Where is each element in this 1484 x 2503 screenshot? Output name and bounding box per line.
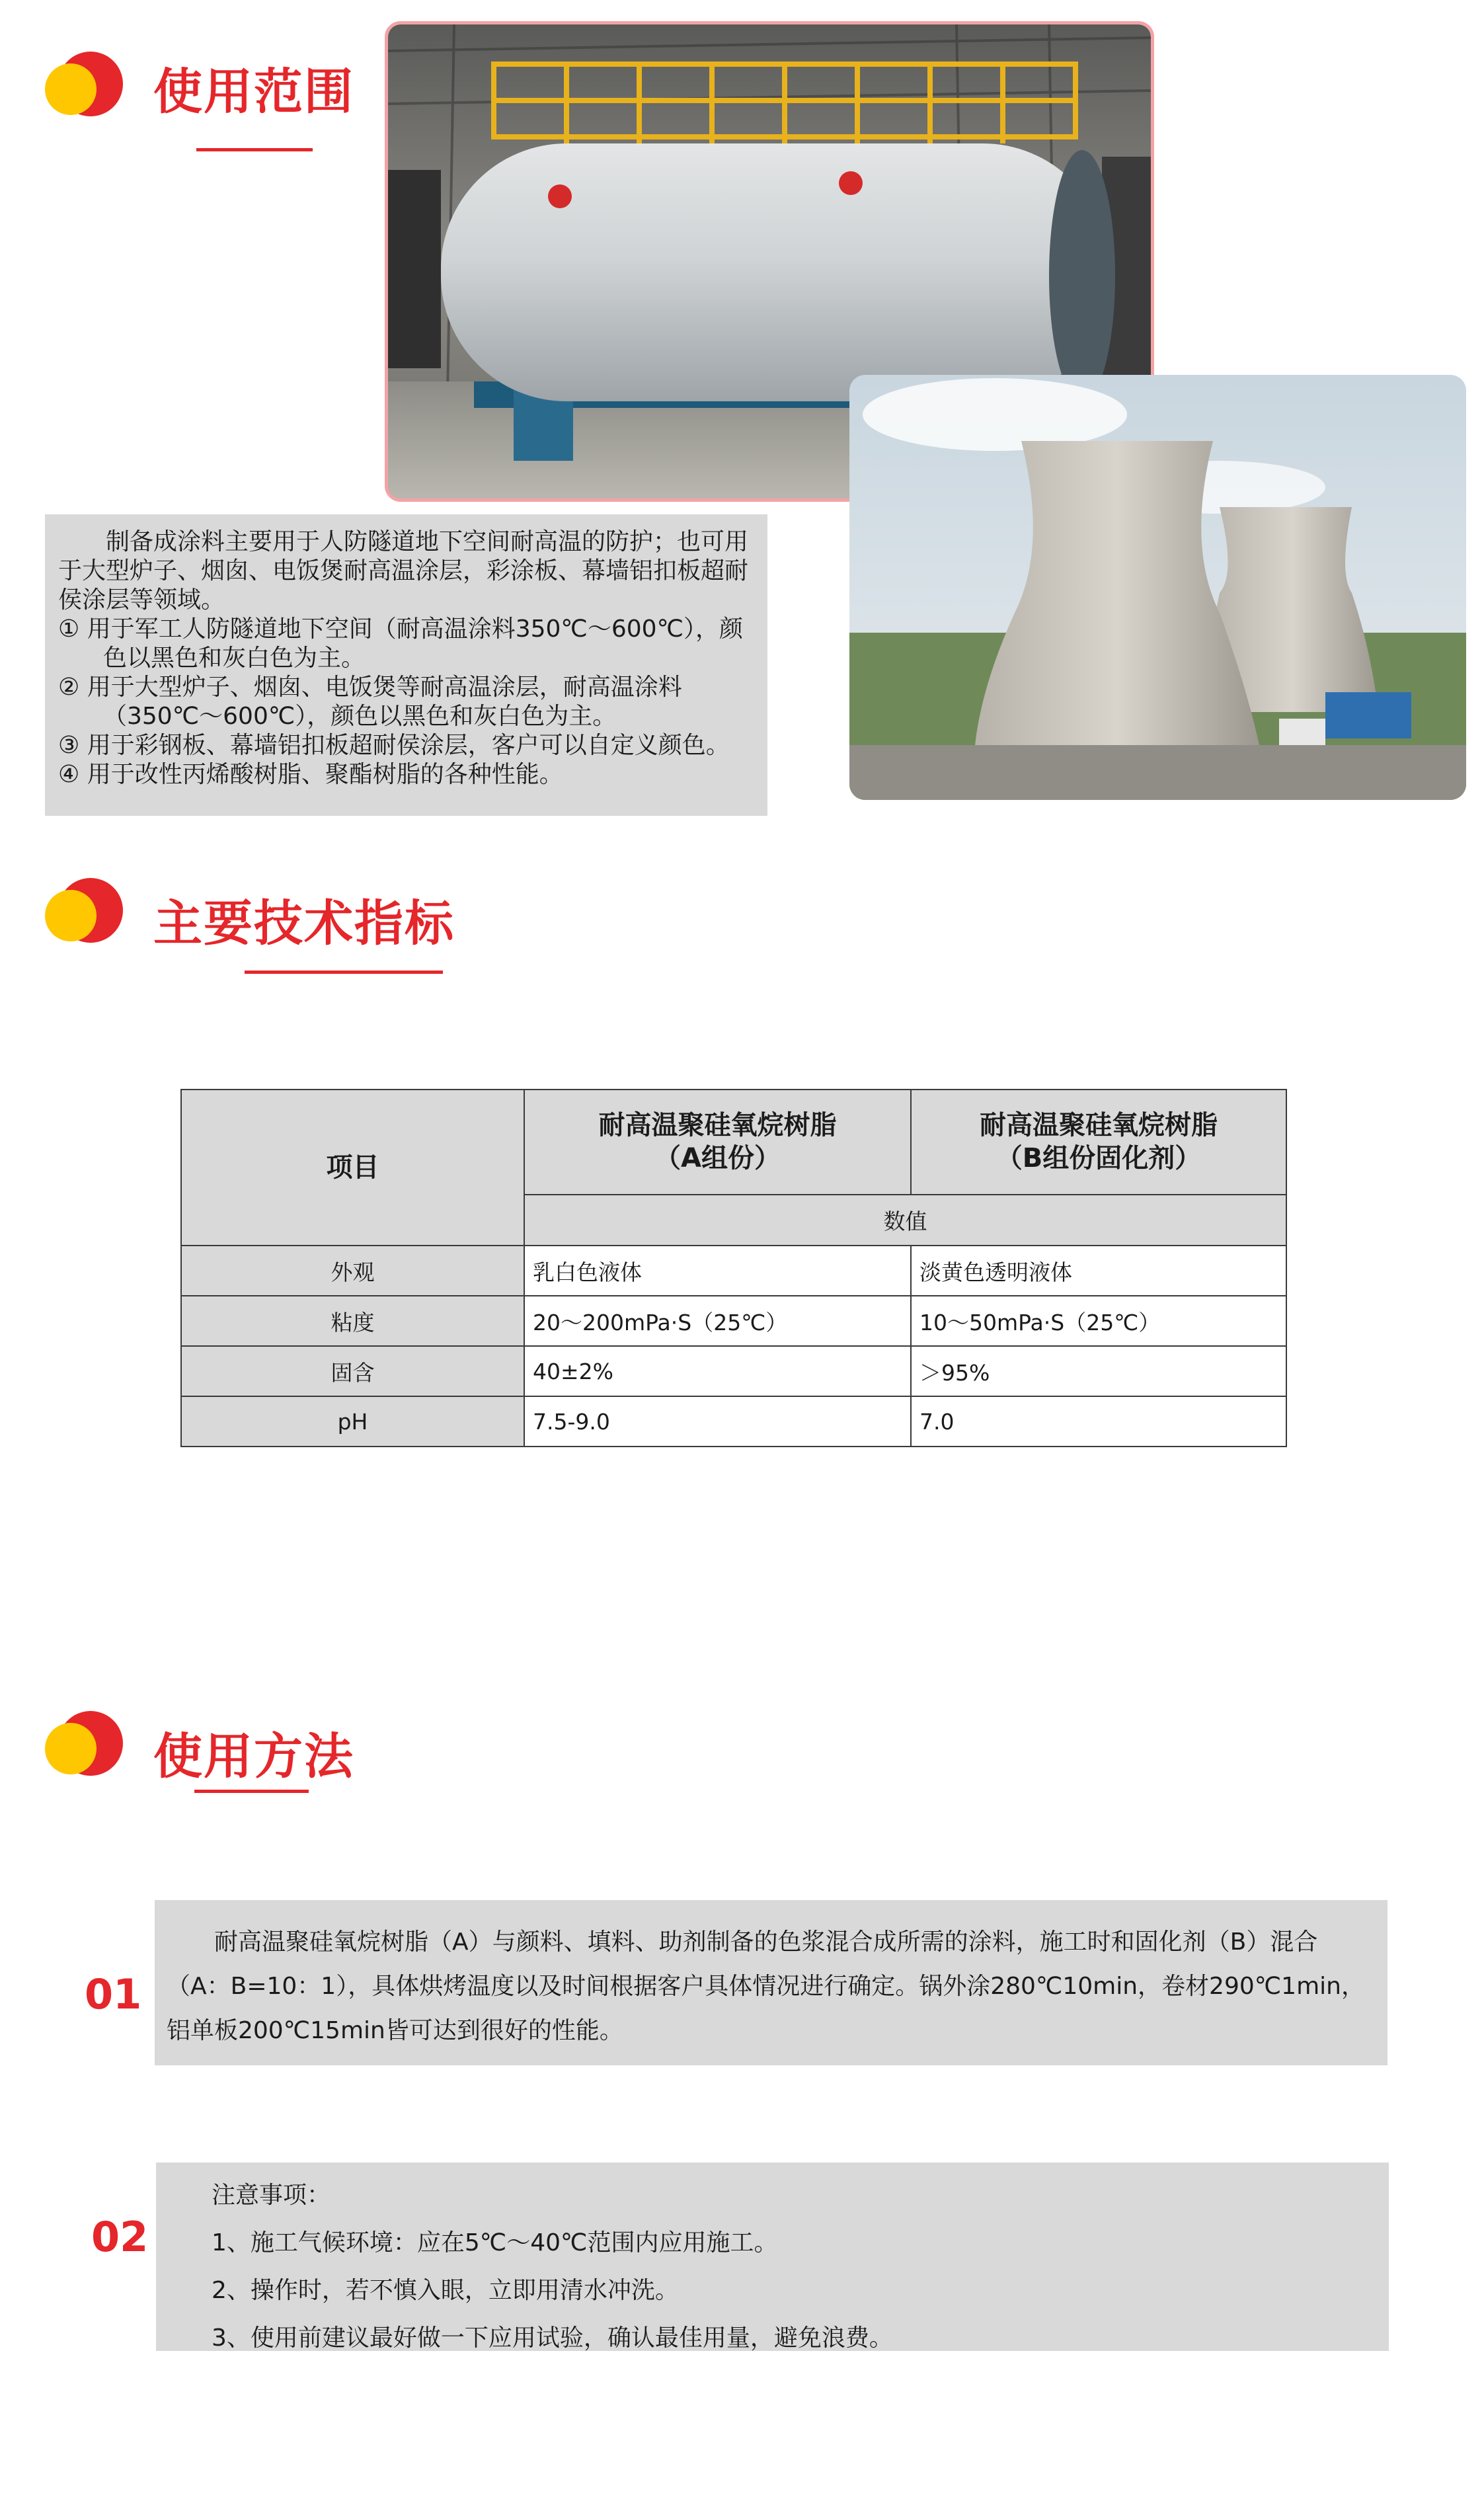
- spec-table: [180, 1089, 1287, 1447]
- table-header-item: 项目: [181, 1090, 524, 1246]
- table-row: [181, 1246, 1286, 1296]
- section-specs-title: 主要技术指标: [153, 895, 455, 952]
- usage-item-1: ① 用于军工人防隧道地下空间（耐高温涂料350℃～600℃），颜色以黑色和灰白色为主。: [58, 616, 744, 672]
- usage-intro: 制备成涂料主要用于人防隧道地下空间耐高温的防护；也可用于大型炉子、烟囱、电饭煲耐高温涂层，彩涂板、幕墙铝扣板超耐侯涂层等领域。: [58, 528, 749, 614]
- table-cell-b: ＞95%: [911, 1346, 1286, 1396]
- table-header-b-line1: 耐高温聚硅氧烷树脂: [980, 1110, 1218, 1141]
- table-cell-b: 10～50mPa·S（25℃）: [911, 1296, 1286, 1346]
- section-method-underline: [194, 1790, 309, 1793]
- table-row-label: 固含: [181, 1346, 524, 1396]
- step-02-title: 注意事项：: [212, 2182, 331, 2209]
- table-row: [181, 1396, 1286, 1447]
- step-02-item-1: 1、施工气候环境：应在5℃～40℃范围内应用施工。: [212, 2229, 778, 2256]
- step-02-number: 02: [91, 2213, 149, 2261]
- usage-item-4: ④ 用于改性丙烯酸树脂、聚酯树脂的各种性能。: [58, 761, 563, 788]
- usage-item-2: ② 用于大型炉子、烟囱、电饭煲等耐高温涂层，耐高温涂料（350℃～600℃），颜色以黑色和灰白色为主。: [58, 674, 682, 730]
- table-cell-a: 40±2%: [524, 1346, 911, 1396]
- usage-description-box: [45, 514, 767, 816]
- step-01-number: 01: [85, 1970, 142, 2018]
- section-scope-icon: [44, 46, 116, 119]
- section-scope-title: 使用范围: [153, 63, 354, 120]
- table-cell-b: 7.0: [911, 1396, 1286, 1447]
- table-header-b-line2: （B组份固化剂）: [996, 1143, 1202, 1174]
- table-row-label: 粘度: [181, 1296, 524, 1346]
- table-cell-b: 淡黄色透明液体: [911, 1246, 1286, 1296]
- table-header-a-line1: 耐高温聚硅氧烷树脂: [598, 1110, 837, 1141]
- table-row: [181, 1346, 1286, 1396]
- section-method-icon: [44, 1706, 116, 1778]
- table-value-header: 数值: [524, 1195, 1286, 1246]
- table-header-a-line2: （A组份）: [654, 1143, 781, 1174]
- section-method-title: 使用方法: [153, 1728, 354, 1785]
- section-specs-icon: [44, 873, 116, 945]
- usage-item-3: ③ 用于彩钢板、幕墙铝扣板超耐侯涂层，客户可以自定义颜色。: [58, 732, 730, 759]
- table-row-label: pH: [181, 1396, 524, 1447]
- table-cell-a: 7.5-9.0: [524, 1396, 911, 1447]
- step-01-box: [155, 1900, 1387, 2065]
- table-cell-a: 20～200mPa·S（25℃）: [524, 1296, 911, 1346]
- step-02-item-2: 2、操作时，若不慎入眼，立即用清水冲洗。: [212, 2277, 679, 2304]
- table-row: [181, 1296, 1286, 1346]
- step-02-box: [156, 2163, 1389, 2351]
- table-cell-a: 乳白色液体: [524, 1246, 911, 1296]
- table-row-label: 外观: [181, 1246, 524, 1296]
- cooling-tower-photo: [849, 375, 1466, 800]
- table-header-a: [524, 1090, 911, 1195]
- section-specs-underline: [245, 971, 443, 974]
- table-header-b: [911, 1090, 1286, 1195]
- step-01-text: 耐高温聚硅氧烷树脂（A）与颜料、填料、助剂制备的色浆混合成所需的涂料，施工时和固化剂（B）混合（A：B=10：1），具体烘烤温度以及时间根据客户具体情况进行确定。锅外涂280℃10min，卷材290℃1min，铝单板200℃15min皆可达到很好的性能。: [167, 1928, 1365, 2044]
- step-02-item-3: 3、使用前建议最好做一下应用试验，确认最佳用量，避免浪费。: [212, 2324, 893, 2352]
- section-scope-underline: [196, 148, 313, 151]
